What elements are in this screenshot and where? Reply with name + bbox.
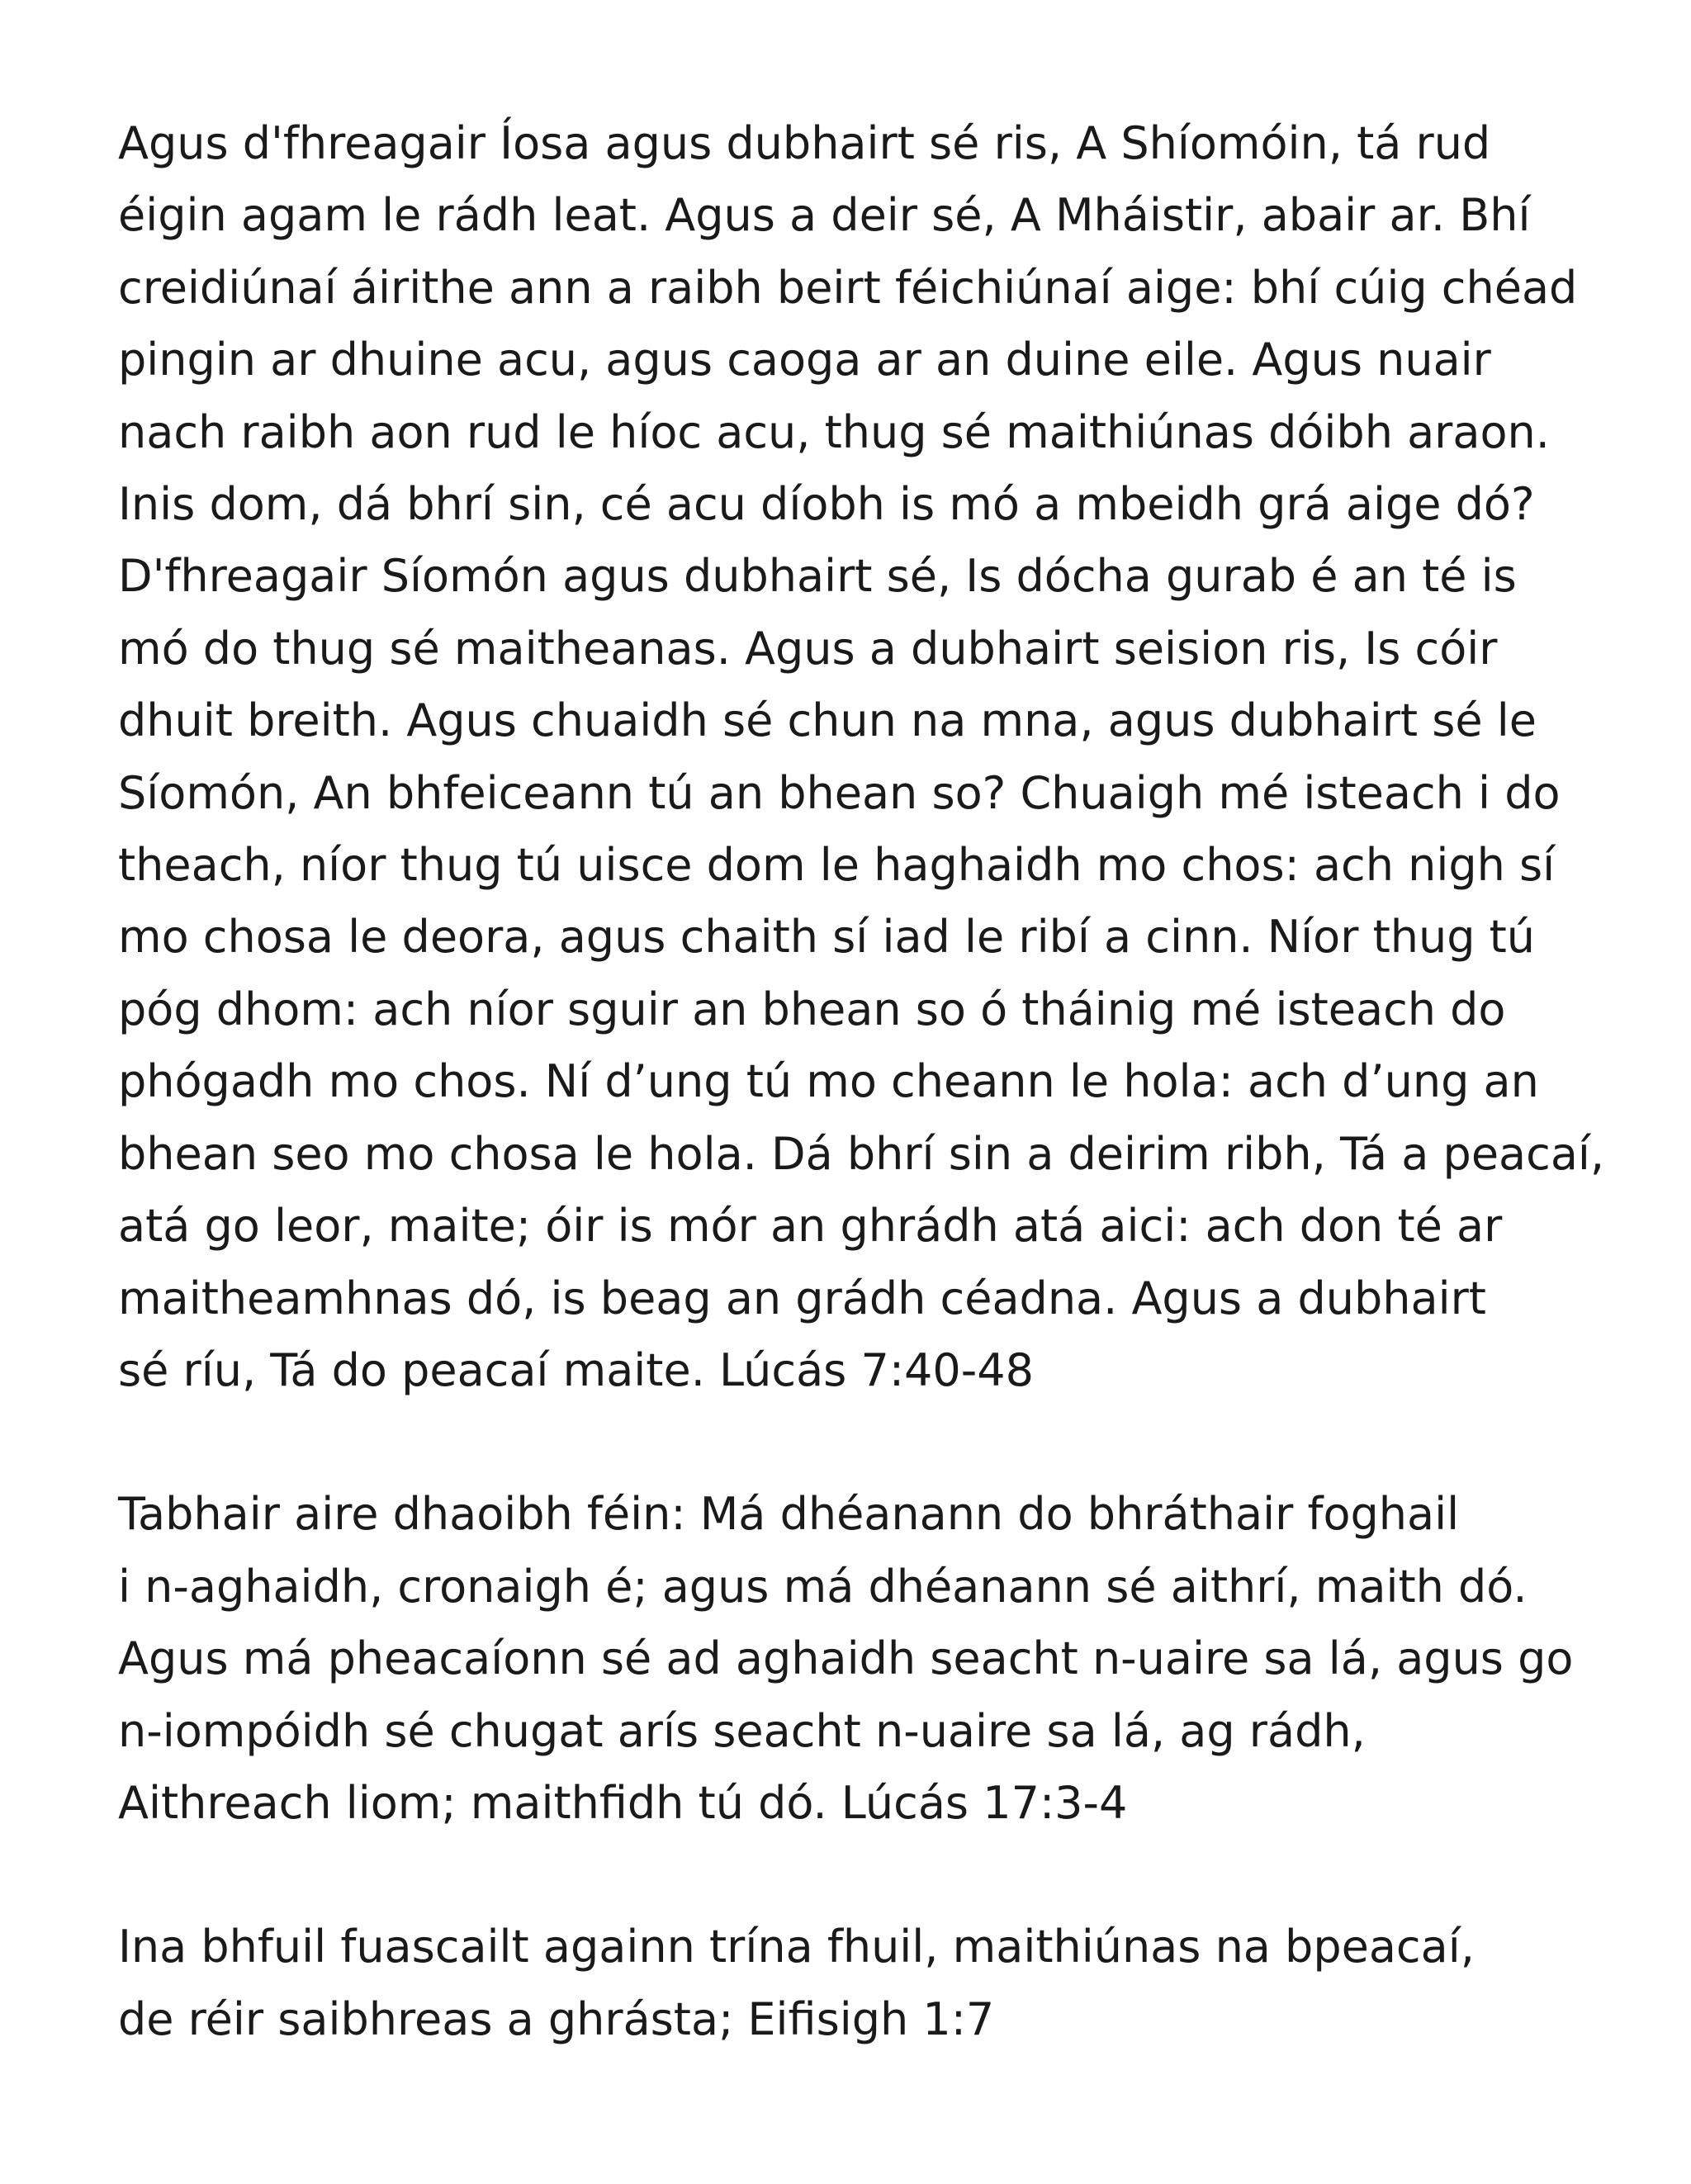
text-line: creidiúnaí áirithe ann a raibh beirt féichiúnaí aige: bhí cúig chéad: [118, 261, 1578, 314]
text-line: bhean seo mo chosa le hola. Dá bhrí sin a deirim ribh, Tá a peacaí,: [118, 1127, 1605, 1180]
paragraph-ephesians-1: [118, 1911, 1604, 2055]
text-line: atá go leor, maite; óir is mór an ghrádh atá aici: ach don té ar: [118, 1200, 1503, 1253]
text-line: phógadh mo chos. Ní d’ung tú mo cheann le hola: ach d’ung an: [118, 1055, 1539, 1108]
text-line: sé ríu, Tá do peacaí maite. Lúcás 7:40-48: [118, 1343, 1034, 1396]
text-line: Ina bhfuil fuascailt againn trína fhuil, maithiúnas na bpeacaí,: [118, 1921, 1475, 1973]
text-line: de réir saibhreas a ghrásta; Eifisigh 1:7: [118, 1992, 995, 2045]
text-line: pingin ar dhuine acu, agus caoga ar an duine eile. Agus nuair: [118, 334, 1491, 386]
text-line: Agus má pheacaíonn sé ad aghaidh seacht n-uaire sa lá, agus go: [118, 1632, 1574, 1685]
text-line: éigin agam le rádh leat. Agus a deir sé, A Mháistir, abair ar. Bhí: [118, 189, 1531, 242]
text-line: póg dhom: ach níor sguir an bhean so ó tháinig mé isteach do: [118, 983, 1506, 1035]
text-line: mó do thug sé maitheanas. Agus a dubhairt seision ris, Is cóir: [118, 622, 1498, 675]
text-line: Aithreach liom; maithfidh tú dó. Lúcás 17:3-4: [118, 1776, 1128, 1829]
paragraph-luke-17: [118, 1478, 1604, 1839]
text-line: Tabhair aire dhaoibh féin: Má dhéanann do bhráthair foghail: [118, 1488, 1460, 1541]
text-line: dhuit breith. Agus chuaidh sé chun na mna, agus dubhairt sé le: [118, 694, 1537, 747]
text-line: Agus d'fhreagair Íosa agus dubhairt sé ris, A Shíomóin, tá rud: [118, 117, 1491, 169]
text-line: theach, níor thug tú uisce dom le haghaidh mo chos: ach nigh sí: [118, 839, 1556, 892]
paragraph-luke-7: [118, 107, 1604, 1406]
text-line: nach raibh aon rud le híoc acu, thug sé maithiúnas dóibh araon.: [118, 405, 1550, 458]
text-line: Inis dom, dá bhrí sin, cé acu díobh is mó a mbeidh grá aige dó?: [118, 478, 1535, 531]
text-line: maitheamhnas dó, is beag an grádh céadna. Agus a dubhairt: [118, 1272, 1486, 1324]
text-line: n-iompóidh sé chugat arís seacht n-uaire sa lá, ag rádh,: [118, 1704, 1366, 1757]
text-line: Síomón, An bhfeiceann tú an bhean so? Chuaigh mé isteach i do: [118, 766, 1561, 819]
text-line: i n-aghaidh, cronaigh é; agus má dhéanann sé aithrí, maith dó.: [118, 1560, 1528, 1613]
text-line: mo chosa le deora, agus chaith sí iad le ribí a cinn. Níor thug tú: [118, 911, 1536, 964]
document-body: [118, 107, 1604, 2127]
text-line: D'fhreagair Síomón agus dubhairt sé, Is dócha gurab é an té is: [118, 550, 1517, 603]
